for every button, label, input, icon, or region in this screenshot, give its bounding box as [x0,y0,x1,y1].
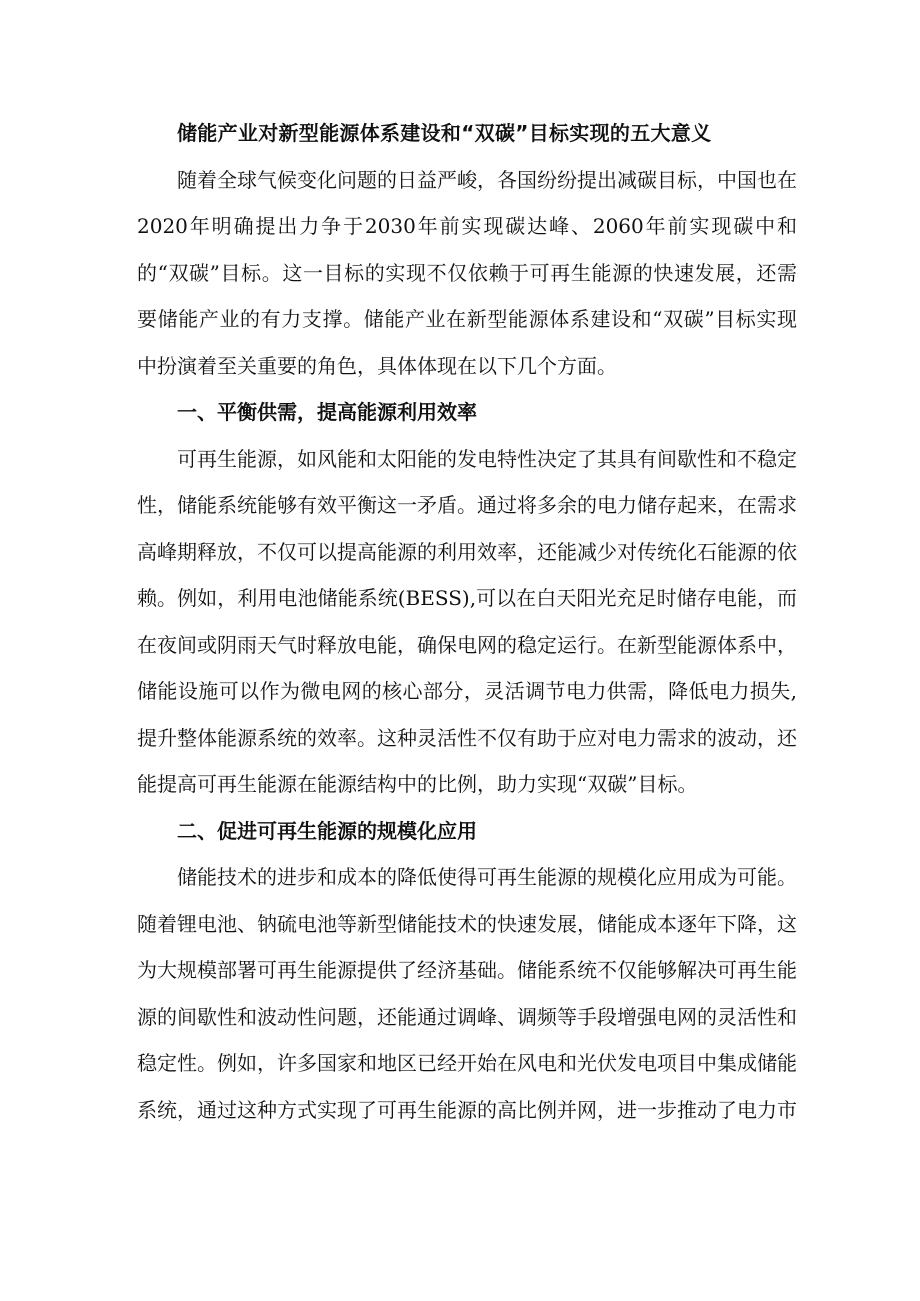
section-1-paragraph: 可再生能源，如风能和太阳能的发电特性决定了其具有间歇性和不稳定性，储能系统能够有效平衡这一矛盾。通过将多余的电力储存起来，在需求高峰期释放，不仅可以提高能源的利用效率，还能减少对传统化石能源的依赖。例如，利用电池储能系统(BESS),可以在白天阳光充足时储存电能，而在夜间或阴雨天气时释放电能，确保电网的稳定运行。在新型能源体系中，储能设施可以作为微电网的核心部分，灵活调节电力供需，降低电力损失,提升整体能源系统的效率。这种灵活性不仅有助于应对电力需求的波动，还能提高可再生能源在能源结构中的比例，助力实现“双碳”目标。 [137,446,797,796]
intro-paragraph: 随着全球气候变化问题的日益严峻，各国纷纷提出减碳目标，中国也在2020年明确提出力争于2030年前实现碳达峰、2060年前实现碳中和的“双碳”目标。这一目标的实现不仅依赖于可再生能源的快速发展，还需要储能产业的有力支撑。储能产业在新型能源体系建设和“双碳”目标实现中扮演着至关重要的角色，具体体现在以下几个方面。 [137,167,797,378]
document-title: 储能产业对新型能源体系建设和“双碳”目标实现的五大意义 [177,121,712,145]
section-2-paragraph: 储能技术的进步和成本的降低使得可再生能源的规模化应用成为可能。随着锂电池、钠硫电池等新型储能技术的快速发展，储能成本逐年下降，这为大规模部署可再生能源提供了经济基础。储能系统不仅能够解决可再生能源的间歇性和波动性问题，还能通过调峰、调频等手段增强电网的灵活性和稳定性。例如，许多国家和地区已经开始在风电和光伏发电项目中集成储能系统，通过这种方式实现了可再生能源的高比例并网，进一步推动了电力市 [137,865,797,1122]
document-content [137,110,797,1133]
section-1-heading: 一、平衡供需，提高能源利用效率 [177,400,477,424]
section-2-heading: 二、促进可再生能源的规模化应用 [177,818,477,843]
